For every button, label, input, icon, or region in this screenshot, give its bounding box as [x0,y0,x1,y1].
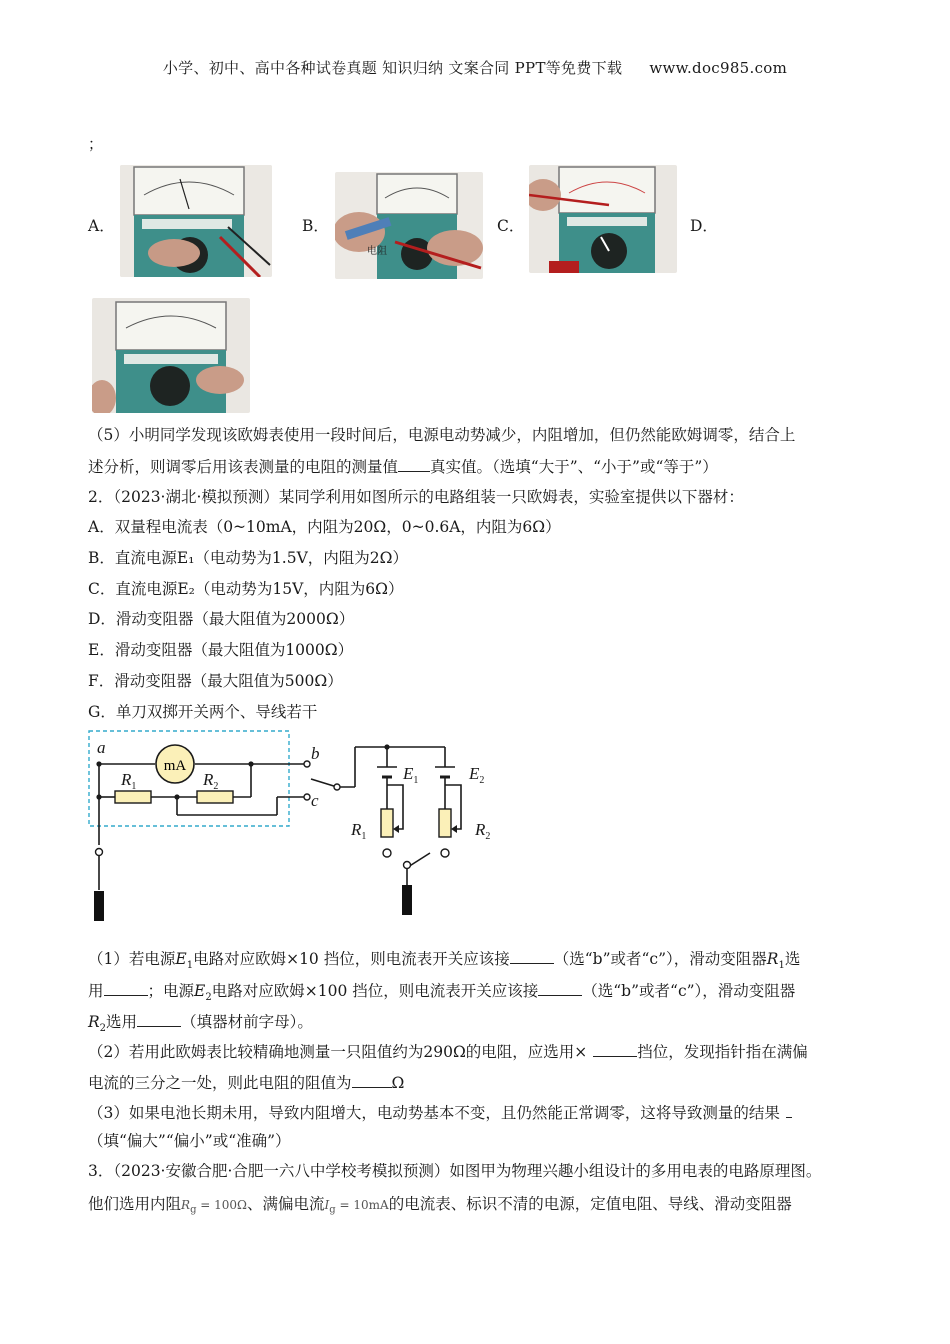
q2-p2-line-2: 电流的三分之一处，则此电阻的阻值为 Ω [88,1071,404,1094]
q5-line-2 [88,455,718,478]
photo-b-label: 电阻 [367,246,387,257]
semicolon-mark: ； [88,135,104,153]
q2-item-g: G．单刀双掷开关两个、导线若干 [88,703,318,721]
q2-p3-line-2: （填“偏大”“偏小”或“准确”） [88,1132,291,1150]
label-e1: $E_1$ [403,764,419,786]
q2-p1-line-2: 用 ；电源$E_2$电路对应欧姆×100 挡位，则电流表开关应该接 （选“b”或者“c”），滑动变阻器 [88,979,795,1009]
q3-line-2: 他们选用内阻$R_g = 100\Omega$、满偏电流$I_g = 10mA$的电流表、标识不清的电源，定值电阻、导线、滑动变阻器 [88,1195,792,1216]
option-c-label: C． [497,217,525,235]
q2-p2-line-1: （2）若用此欧姆表比较精确地测量一只阻值约为290Ω的电阻，应选用× 挡位，发现指针指在满偏 [88,1040,808,1063]
q2-p1-line-3: $R_2$选用 （填器材前字母）。 [88,1010,313,1040]
q3-ig-formula: $I_g = 10mA$ [324,1198,389,1216]
q2-blank-1[interactable] [510,947,554,964]
circuit-diagram [85,725,515,930]
q2-item-e: E．滑动变阻器（最大阻值为1000Ω） [88,641,354,659]
q2-p1-line-1: （1）若电源$E_1$电路对应欧姆×10 挡位，则电流表开关应该接 （选“b”或者“c”），滑动变阻器$R_1$选 [88,947,800,977]
q2-blank-3[interactable] [538,979,582,996]
header-url[interactable]: www.doc985.com [649,59,788,77]
option-d-label: D． [690,217,718,235]
label-b: b [311,744,320,763]
label-e2: $E_2$ [469,764,485,786]
q2-item-f: F．滑动变阻器（最大阻值为500Ω） [88,672,343,690]
q3-line-1: 3．（2023·安徽合肥·合肥一六八中学校考模拟预测）如图甲为物理兴趣小组设计的多用电表的电路原理图。 [88,1162,822,1180]
page-header [0,57,950,78]
option-a-label: A． [88,217,115,235]
header-text: 小学、初中、高中各种试卷真题 知识归纳 文案合同 PPT等免费下载 [162,59,623,77]
q5-answer-blank[interactable] [398,455,430,472]
meter-label: mA [163,758,187,774]
label-a: a [97,738,106,757]
label-rheostat-r1: $R_1$ [351,820,367,842]
photo-option-b [335,172,483,279]
photo-option-c [529,165,677,273]
q2-blank-4[interactable] [137,1010,181,1027]
q5-line-1: （5）小明同学发现该欧姆表使用一段时间后，电源电动势减少，内阻增加，但仍然能欧姆调零，结合上 [88,426,796,444]
q5-text-b: 真实值。（选填“大于”、“小于”或“等于”） [430,458,718,476]
q2-intro: 2．（2023·湖北·模拟预测）某同学利用如图所示的电路组装一只欧姆表，实验室提供以下器材： [88,488,744,506]
q2-blank-7[interactable] [786,1101,792,1118]
q2-item-b: B．直流电源E₁（电动势为1.5V，内阻为2Ω） [88,549,408,567]
q5-text-a: 述分析，则调零后用该表测量的电阻的测量值 [88,458,399,476]
q3-rg-formula: $R_g = 100\Omega$ [181,1198,248,1216]
q2-p3-line-1: （3）如果电池长期未用，导致内阻增大，电动势基本不变，且仍然能正常调零，这将导致测量的结果 [88,1101,792,1124]
option-b-label: B． [302,217,329,235]
label-r1-box: $R_1$ [121,770,137,792]
photo-option-a [120,165,272,277]
photo-option-d [92,298,250,413]
q2-blank-5[interactable] [593,1040,637,1057]
q2-item-a: A．双量程电流表（0~10mA，内阻为20Ω，0~0.6A，内阻为6Ω） [88,518,561,536]
label-r2-box: $R_2$ [203,770,219,792]
label-c: c [311,791,319,810]
q2-blank-2[interactable] [104,979,148,996]
q2-item-d: D．滑动变阻器（最大阻值为2000Ω） [88,610,355,628]
label-rheostat-r2: $R_2$ [475,820,491,842]
q2-blank-6[interactable] [352,1071,392,1088]
q2-item-c: C．直流电源E₂（电动势为15V，内阻为6Ω） [88,580,404,598]
